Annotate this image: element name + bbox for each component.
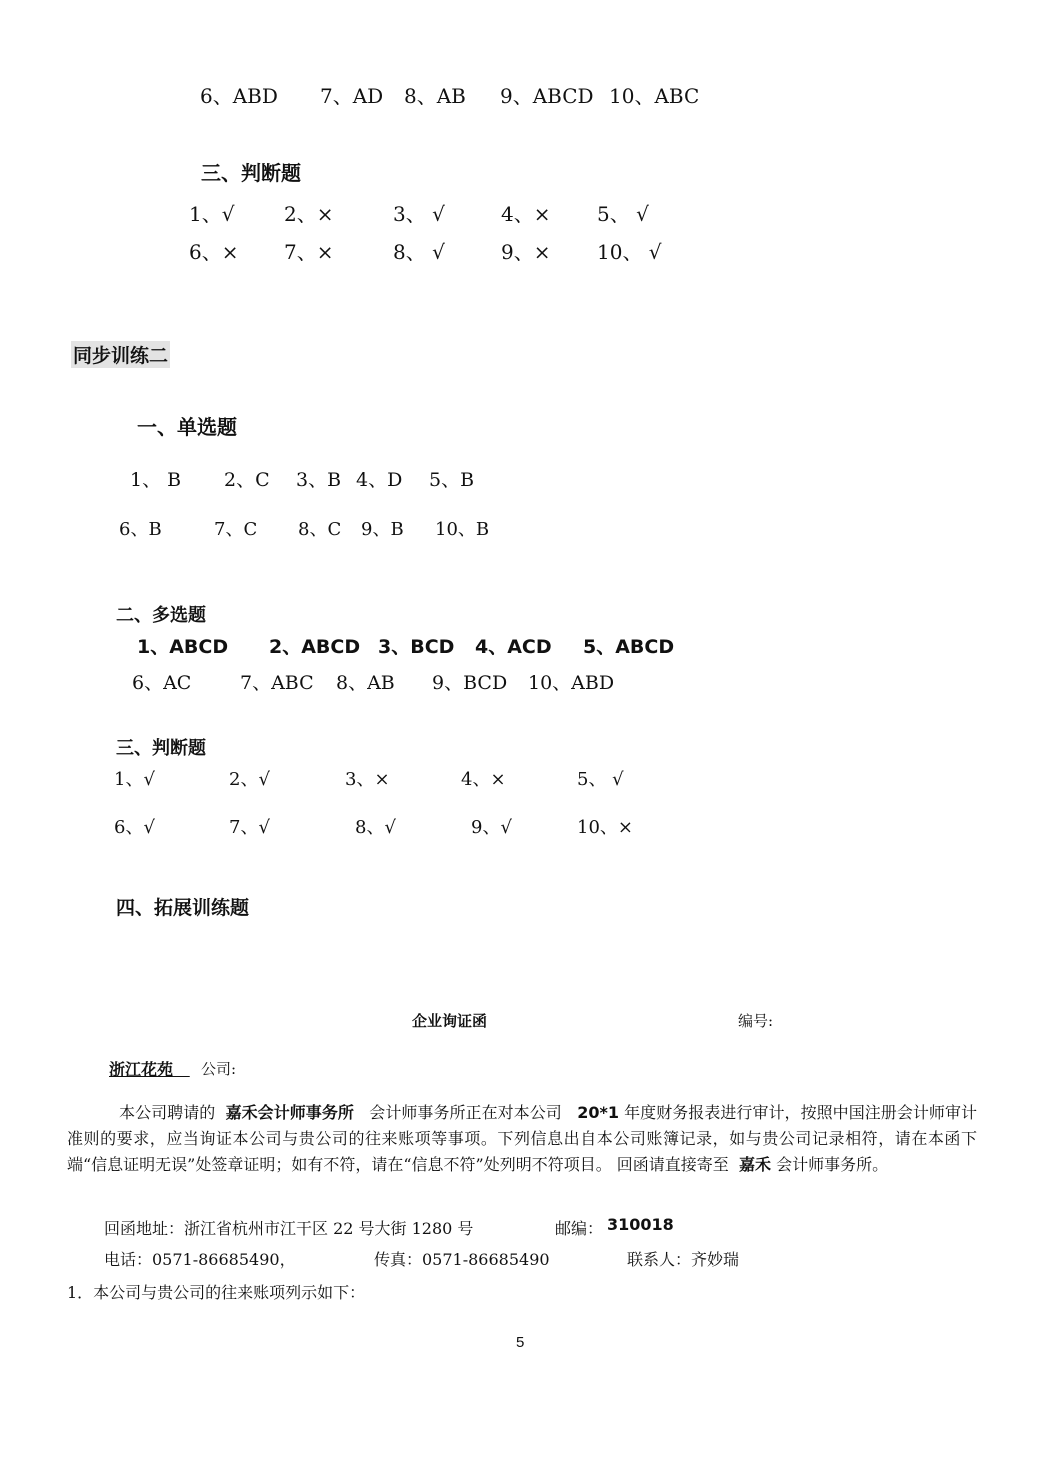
answer: 6、×	[189, 240, 239, 264]
answer: 4、D	[356, 469, 403, 491]
answer: 3、B	[296, 469, 342, 491]
answer: 8、C	[298, 519, 342, 540]
answer: 5、ABCD	[583, 636, 675, 658]
postcode: 310018	[607, 1215, 674, 1234]
answer: 2、×	[284, 202, 334, 226]
answer: 2、C	[224, 469, 270, 491]
answer: 5、 √	[597, 202, 649, 226]
answer: 1、ABCD	[137, 636, 229, 658]
answer: 4、×	[461, 769, 506, 790]
fax: 传真：0571-86685490	[374, 1250, 550, 1269]
firm-short-name: 嘉禾	[738, 1155, 771, 1174]
answer: 9、B	[361, 519, 404, 540]
firm-name: 嘉禾会计师事务所	[225, 1103, 354, 1122]
answer: 3、BCD	[378, 636, 455, 658]
item-1: 1．本公司与贵公司的往来账项列示如下：	[67, 1283, 366, 1302]
reply-address: 回函地址：浙江省杭州市江干区 22 号大街 1280 号	[104, 1219, 474, 1238]
answer: 7、AD	[320, 84, 384, 108]
answer: 9、BCD	[432, 672, 508, 694]
letter-title: 企业询证函	[412, 1012, 488, 1030]
answer: 8、 √	[393, 240, 445, 264]
answer: 8、AB	[404, 84, 466, 108]
answer: 2、ABCD	[269, 636, 361, 658]
answer: 1、√	[189, 202, 235, 226]
answer: 7、×	[284, 240, 334, 264]
answer: 7、ABC	[240, 672, 314, 694]
letter-body: 本公司聘请的 嘉禾会计师事务所 会计师事务所正在对本公司 20*1 年度财务报表进行审计，按照中国注册会计师审计准则的要求，应当询证本公司与贵公司的往来账项等事项。下列信息出自本公司账簿记录，如与贵公司记录相符，请在本函下端“信息证明无误”处签章证明；如有不符，请在“信息不符”处列明不符项目。 回函请直接寄至 嘉禾 会计师事务所。	[67, 1103, 977, 1174]
answer: 6、√	[114, 817, 155, 838]
answer: 7、√	[229, 817, 270, 838]
answer: 9、√	[471, 817, 512, 838]
section-heading: 三、判断题	[201, 161, 301, 185]
answer: 4、×	[501, 202, 551, 226]
answer: 9、ABCD	[500, 84, 594, 108]
answer: 3、 √	[393, 202, 445, 226]
answer: 10、 √	[597, 240, 662, 264]
answer: 8、AB	[336, 672, 395, 694]
section-heading: 二、多选题	[116, 605, 206, 626]
section-heading: 三、判断题	[116, 738, 206, 759]
section-heading: 四、拓展训练题	[116, 897, 250, 919]
answer: 5、 √	[577, 769, 624, 790]
answer: 3、×	[345, 769, 390, 790]
page-number: 5	[516, 1334, 525, 1351]
answer: 4、ACD	[475, 636, 552, 658]
answer: 10、×	[577, 817, 633, 838]
answer: 10、B	[435, 519, 490, 540]
answer: 2、√	[229, 769, 270, 790]
answer: 6、ABD	[200, 84, 278, 108]
answer: 10、ABD	[528, 672, 615, 694]
training-title: 同步训练二	[71, 341, 170, 368]
letter-number-label: 编号:	[738, 1012, 774, 1030]
answer: 1、 B	[130, 469, 182, 491]
answer: 8、√	[355, 817, 396, 838]
answer: 7、C	[214, 519, 258, 540]
contact: 联系人：齐妙瑞	[627, 1250, 740, 1269]
answer: 10、ABC	[609, 84, 700, 108]
phone: 电话：0571-86685490，	[104, 1250, 296, 1269]
answer: 1、√	[114, 769, 155, 790]
audit-year: 20*1	[577, 1103, 619, 1122]
answer: 6、B	[119, 519, 162, 540]
answer: 5、B	[429, 469, 475, 491]
recipient-name: 浙江花苑	[109, 1060, 174, 1079]
recipient-suffix: 公司:	[201, 1060, 237, 1078]
section-heading: 一、单选题	[137, 415, 237, 439]
postcode-label: 邮编：	[555, 1219, 604, 1238]
answer: 6、AC	[132, 672, 192, 694]
answer: 9、×	[501, 240, 551, 264]
